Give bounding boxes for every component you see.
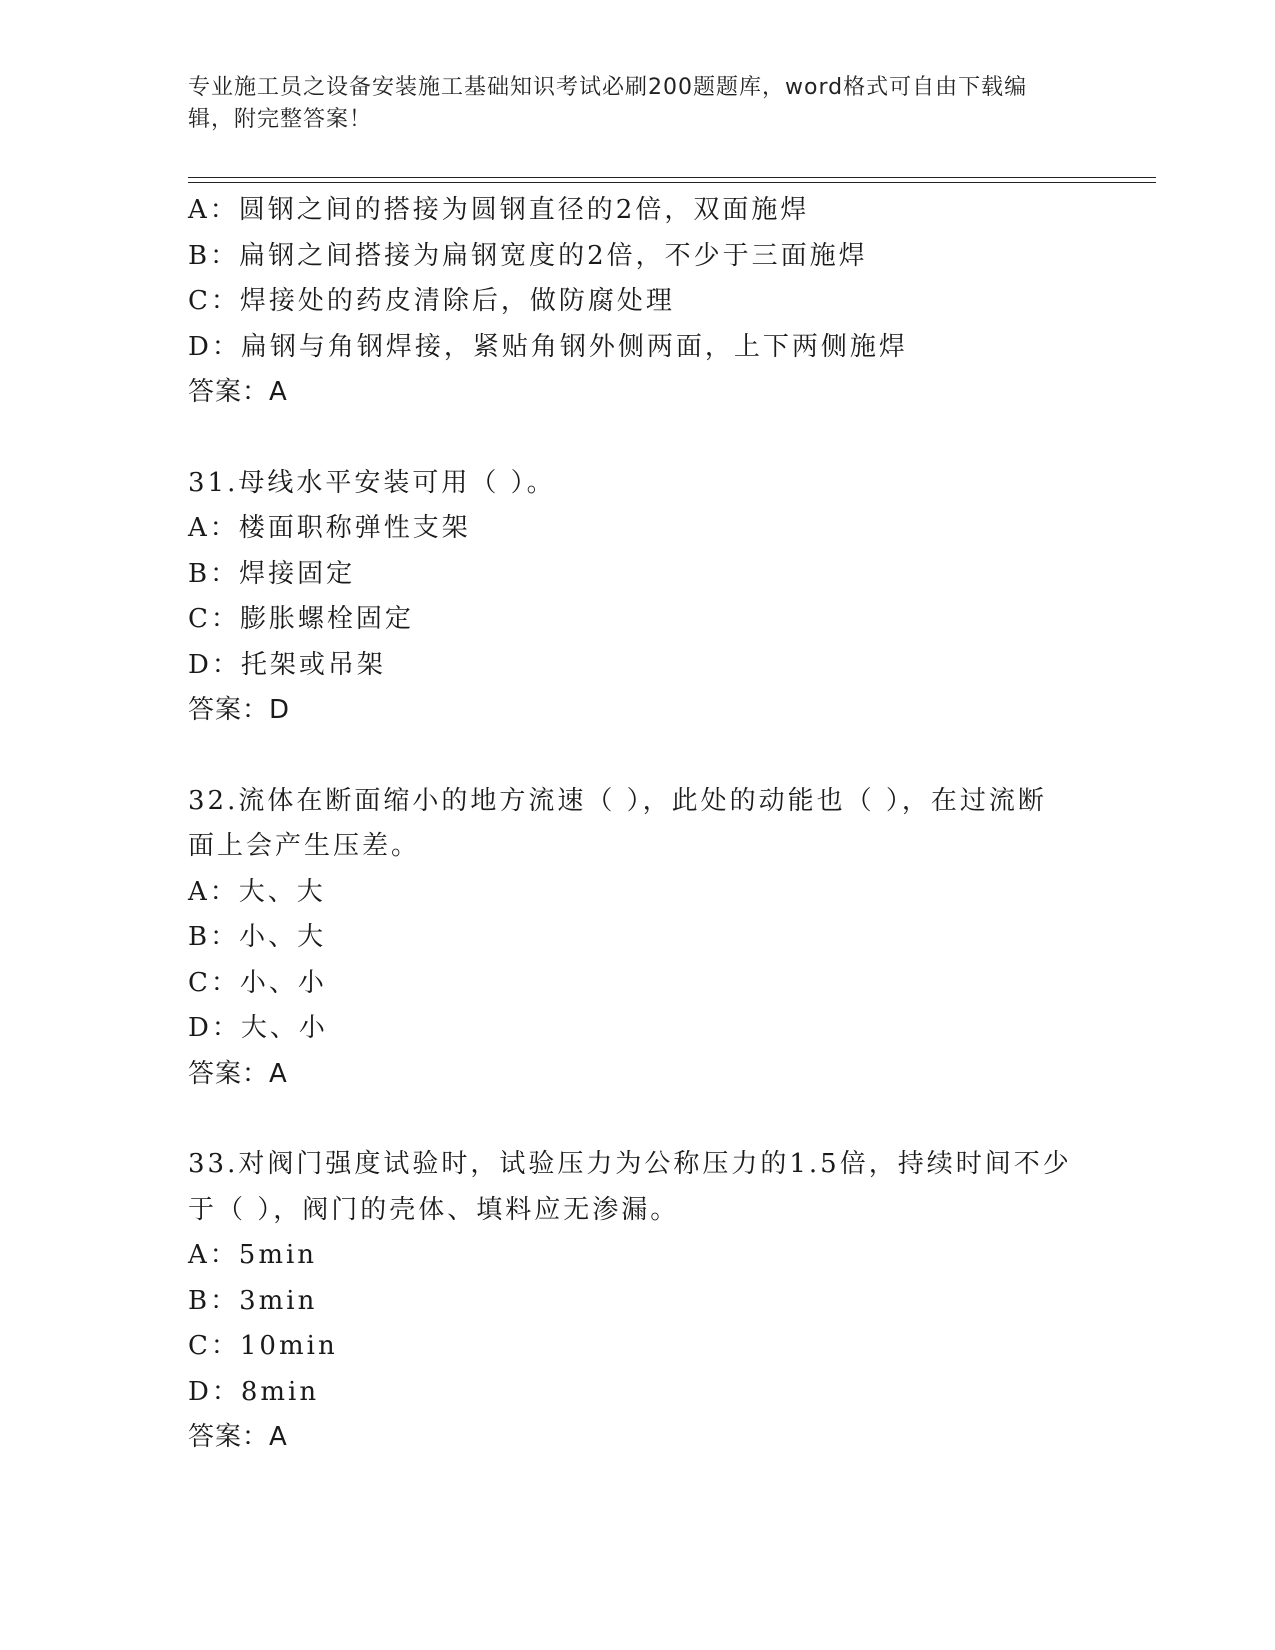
question-stem-continued: 面上会产生压差。 <box>188 831 421 861</box>
header-divider-top <box>188 177 1156 178</box>
option-a: A：楼面职称弹性支架 <box>188 513 471 543</box>
answer-line: 答案：A <box>188 1422 288 1452</box>
option-a: A：圆钢之间的搭接为圆钢直径的2倍，双面施焊 <box>188 195 810 225</box>
option-d: D：托架或吊架 <box>188 649 386 680</box>
question-stem: 32.流体在断面缩小的地方流速（ ），此处的动能也（ ），在过流断 <box>188 785 1047 816</box>
question-stem-continued: 于（ ），阀门的壳体、填料应无渗漏。 <box>188 1194 680 1225</box>
question-block <box>188 779 1088 1098</box>
option-d: D：8min <box>188 1376 320 1407</box>
option-b: B：扁钢之间搭接为扁钢宽度的2倍，不少于三面施焊 <box>188 240 868 271</box>
option-b: B：3min <box>188 1285 318 1316</box>
page-header-title: 专业施工员之设备安装施工基础知识考试必刷200题题库，word格式可自由下载编辑，附完整答案！ <box>188 75 1028 132</box>
header-divider-bottom <box>188 182 1156 183</box>
option-c: C：焊接处的药皮清除后，做防腐处理 <box>188 286 675 316</box>
question-block <box>188 1142 1088 1461</box>
option-a: A：5min <box>188 1240 318 1270</box>
option-b: B：焊接固定 <box>188 558 356 589</box>
question-block <box>188 188 1088 416</box>
option-c: C：膨胀螺栓固定 <box>188 604 414 634</box>
option-c: C：10min <box>188 1331 338 1361</box>
question-block <box>188 461 1088 734</box>
option-d: D：大、小 <box>188 1013 328 1043</box>
option-d: D：扁钢与角钢焊接，紧贴角钢外侧两面，上下两侧施焊 <box>188 331 908 362</box>
answer-line: 答案：A <box>188 377 288 407</box>
option-b: B：小、大 <box>188 922 327 952</box>
answer-line: 答案：A <box>188 1058 288 1089</box>
option-c: C：小、小 <box>188 967 327 998</box>
question-stem: 31.母线水平安装可用（ ）。 <box>188 467 556 498</box>
option-a: A：大、大 <box>188 876 326 907</box>
question-list <box>188 188 1088 1461</box>
answer-line: 答案：D <box>188 695 291 725</box>
question-stem: 33.对阀门强度试验时，试验压力为公称压力的1.5倍，持续时间不少 <box>188 1149 1072 1179</box>
